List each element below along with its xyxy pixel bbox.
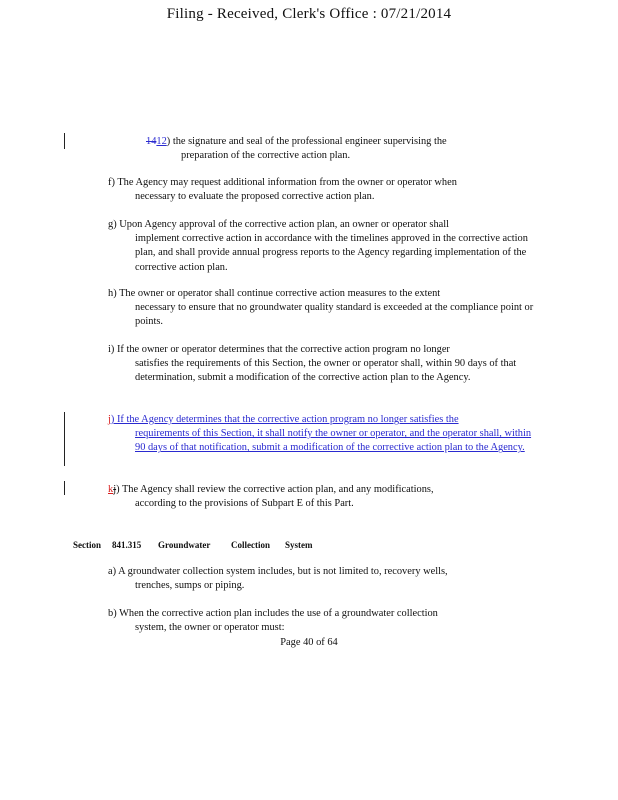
inserted-letter: k (108, 484, 114, 495)
paragraph-continuation: necessary to evaluate the proposed corrective action plan. (135, 191, 375, 203)
deleted-letter: j (113, 484, 117, 495)
paragraph-b (108, 607, 538, 635)
paragraph-first-line: g) Upon Agency approval of the corrective action plan, an owner or operator shall (108, 219, 450, 230)
inserted-number: 12 (156, 136, 167, 147)
paragraph-first-line: b) When the corrective action plan includes the use of a groundwater collection (108, 608, 438, 619)
paragraph-14 (146, 135, 526, 163)
change-bar (64, 133, 65, 149)
change-bar (64, 412, 65, 466)
section-label: Section (73, 540, 101, 550)
paragraph-first-line: ) the signature and seal of the professional engineer supervising the (166, 136, 447, 147)
change-bar (64, 481, 65, 495)
paragraph-f (108, 176, 538, 204)
paragraph-first-line: a) A groundwater collection system includes, but is not limited to, recovery wells, (108, 566, 448, 577)
inserted-letter: j (108, 414, 111, 425)
filing-header: Filing - Received, Clerk's Office : 07/21/2014 (166, 6, 452, 22)
paragraph-first-line: ) If the Agency determines that the corrective action program no longer satisfies the (110, 414, 459, 425)
paragraph-h (108, 287, 538, 330)
paragraph-continuation: satisfies the requirements of this Section, the owner or operator shall, within 90 days of that determination, submit a modification of the corrective action plan to the Agency. (135, 358, 517, 384)
paragraph-first-line: f) The Agency may request additional information from the owner or operator when (108, 177, 457, 188)
deleted-number: 14 (146, 136, 157, 147)
section-number: 841.315 (112, 540, 142, 550)
section-title-word: Collection (231, 540, 270, 550)
paragraph-continuation: system, the owner or operator must: (135, 622, 285, 634)
paragraph-continuation: preparation of the corrective action plan. (181, 150, 351, 162)
paragraph-continuation: trenches, sumps or piping. (135, 580, 245, 592)
paragraph-continuation: according to the provisions of Subpart E of this Part. (135, 498, 354, 510)
section-title-word: System (285, 540, 313, 550)
paragraph-k (108, 483, 538, 511)
paragraph-continuation: implement corrective action in accordance with the timelines approved in the corrective action plan, and shall provide annual progress reports to the Agency regarding implementation of the corrective action plan. (135, 233, 528, 273)
paragraph-continuation: requirements of this Section, it shall notify the owner or operator, and the operator shall, within 90 days of that notification, submit a modification of the corrective action plan to the Agency. (135, 428, 532, 454)
paragraph-i (108, 343, 538, 386)
paragraph-first-line: i) If the owner or operator determines that the corrective action program no longer (108, 344, 450, 355)
section-title-word: Groundwater (158, 540, 211, 550)
paragraph-j-inserted (108, 413, 540, 456)
paragraph-continuation: necessary to ensure that no groundwater quality standard is exceeded at the compliance point or points. (135, 302, 534, 328)
section-heading (73, 540, 313, 550)
paragraph-a (108, 565, 538, 593)
page-number: Page 40 of 64 (280, 637, 338, 648)
paragraph-first-line: ) The Agency shall review the corrective action plan, and any modifications, (116, 484, 434, 495)
paragraph-first-line: h) The owner or operator shall continue corrective action measures to the extent (108, 288, 441, 299)
paragraph-g (108, 218, 538, 275)
